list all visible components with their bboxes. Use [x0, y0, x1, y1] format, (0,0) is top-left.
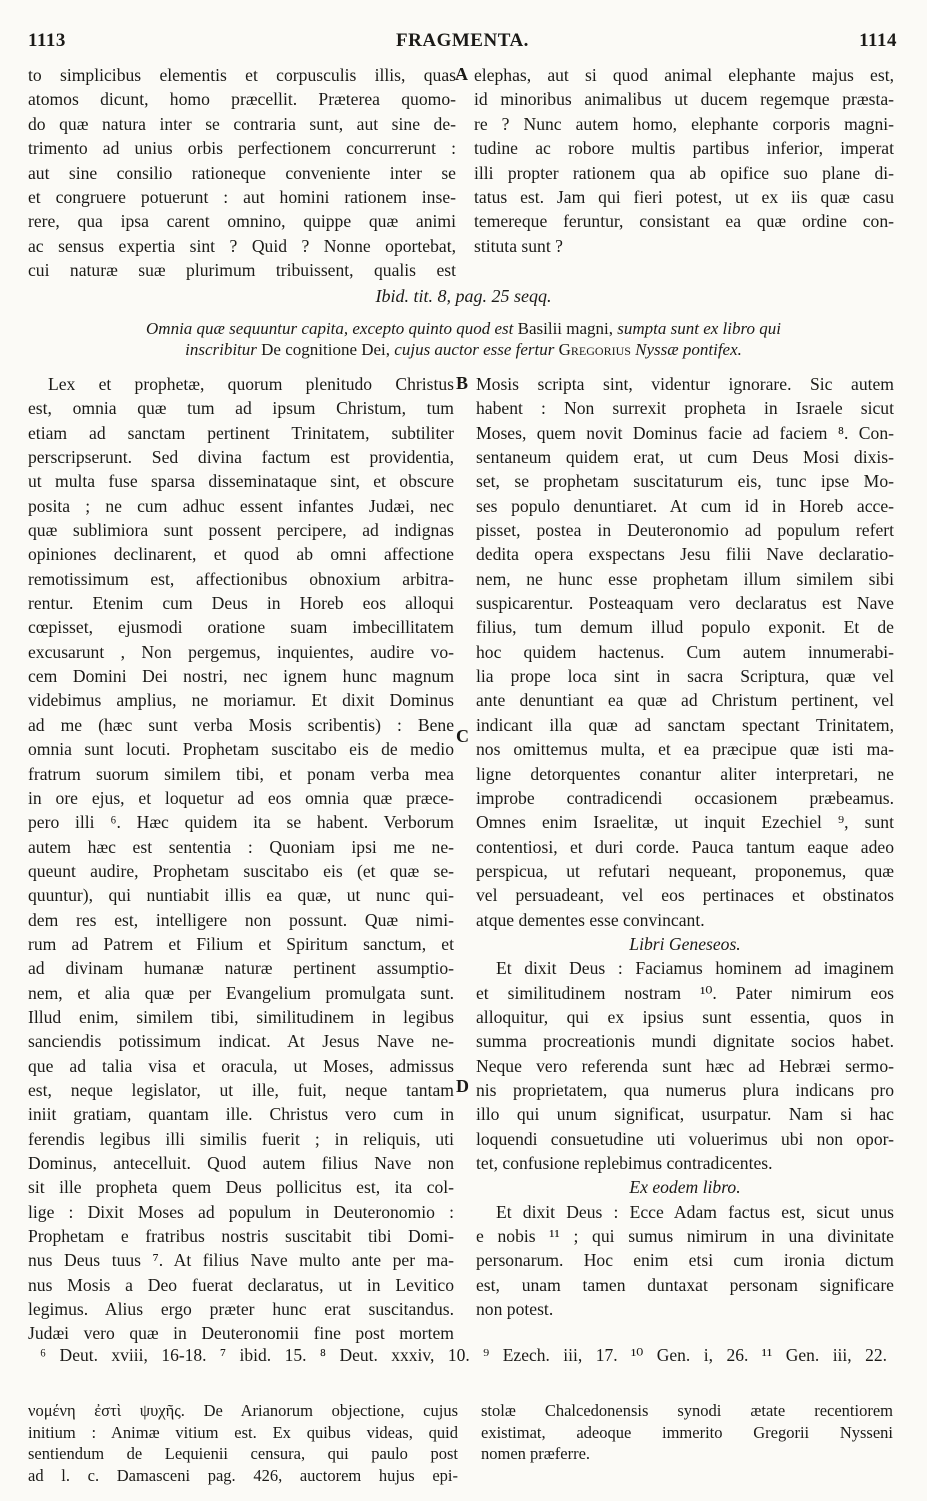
main-right-line: est, unam tamen duntaxat personam significare	[476, 1274, 894, 1295]
main-right-column	[476, 372, 894, 1321]
main-left-line: dem res est, intelligere non possunt. Quæ nimi-	[28, 909, 454, 930]
main-left-line: opiniones declinarent, et quod ab omni affectione	[28, 544, 454, 565]
main-right-line: Mosis scripta sint, videntur ignorare. Sic autem	[476, 374, 894, 394]
bottom-right-line: nomen præferre.	[481, 1444, 591, 1463]
margin-marker-b: B	[456, 373, 469, 393]
main-left-line: excusarunt , Non pergemus, inquientes, audire vo-	[28, 641, 454, 662]
main-right-line: nis proprietatem, qua numerus plura indicans pro	[476, 1079, 894, 1100]
section-intro	[70, 318, 857, 360]
bottom-right-line: existimat, adeoque immerito Gregorii Nysseni	[481, 1422, 893, 1442]
bottom-left-line: νομένη ἐστὶ ψυχῆς. De Arianorum objectione, cujus	[28, 1401, 458, 1420]
main-right-line: Et dixit Deus : Faciamus hominem ad imaginem	[496, 958, 894, 979]
top-left-line: to simplicibus elementis et corpusculis illis, quas	[28, 65, 456, 85]
top-right-line: stituta sunt ?	[474, 235, 563, 256]
main-left-line: omnia sunt locuti. Prophetam suscitabo eis de medio	[28, 739, 454, 760]
main-right-line: Neque vero referenda sunt hæc ad Hebræi sermo-	[476, 1055, 894, 1076]
main-left-line: legimus. Alius ergo præter hunc erat suscitandus.	[28, 1299, 454, 1320]
top-left-line: ac sensus expertia sint ? Quid ? Nonne oportebat,	[28, 235, 456, 256]
bottom-left-line: initium : Animæ vitium est. Ex quibus videas, quid	[28, 1422, 458, 1442]
main-left-line: Prophetam e fratribus nostris suscitabit tibi Domi-	[28, 1226, 454, 1247]
top-left-line: atomos dicunt, homo præcellit. Præterea quomo-	[28, 89, 456, 110]
main-left-line: cœpisset, ejusmodi oratione suam imbecillitatem	[28, 617, 454, 638]
top-left-line: et congruere potuerunt : aut homini rationem inse-	[28, 186, 456, 207]
main-right-line: dedita opera exspectans Jesu filii Nave declaratio-	[476, 544, 894, 565]
main-right-line: sentaneum quidem erat, ut cum Deus Mosi dixis-	[476, 447, 894, 468]
main-right-line: ante denuntiant ea quæ ad Christum pertinent, vel	[476, 690, 894, 711]
top-left-line: trimento ad unius orbis perfectionem concurrerunt :	[28, 138, 456, 159]
main-left-line: in ore ejus, et loquetur ad eos omnia quæ præce-	[28, 787, 454, 808]
bottom-right-line: stolæ Chalcedonensis synodi ætate recentiorem	[481, 1401, 893, 1420]
main-right-line: tet, confusione replebimus contradicentes.	[476, 1153, 773, 1173]
top-right-column	[474, 63, 894, 258]
main-right-line: alloquitur, qui ex ipsius sunt essentia, quos in	[476, 1006, 894, 1027]
intro-part-2: Basilii magni,	[517, 319, 614, 338]
main-right-line: pisset, postea in Deuteronomio ad populum refert	[476, 520, 894, 541]
main-right-line: suspicarentur. Posteaquam vero declaratus est Nave	[476, 593, 894, 614]
main-right-line: nem, ne hunc esse prophetam illum similem sibi	[476, 568, 894, 589]
main-left-line: Lex et prophetæ, quorum plenitudo Christus	[48, 374, 454, 394]
main-right-line: illo qui unum significat, usurpatur. Nam si hac	[476, 1104, 894, 1125]
intro-part-5: De cognitione Dei,	[261, 340, 391, 359]
bottom-left-column	[28, 1400, 458, 1486]
bottom-right-column	[481, 1400, 893, 1465]
source-reference: Ibid. tit. 8, pag. 25 seqq.	[375, 286, 552, 306]
top-right-line: id minoribus animalibus ut ducem regemque præsta-	[474, 89, 894, 110]
main-right-line: indicant illa quæ ad sanctam spectant Trinitatem,	[476, 714, 894, 735]
main-left-line: sanciendis potissimum indicat. At Jesus Nave ne-	[28, 1031, 454, 1052]
page-number-right: 1114	[859, 30, 897, 51]
main-left-line: remotissimum est, affectionibus obnoxium arbitra-	[28, 568, 454, 589]
main-left-line: cem Domini Dei nostri, nec ignem hunc magnum	[28, 666, 454, 687]
top-left-line: rere, qua ipsa carent omnino, quippe quæ animi	[28, 211, 456, 232]
main-left-line: ut multa fuse sparsa disseminataque sint, et obscure	[28, 471, 454, 492]
main-left-line: rentur. Etenim cum Deus in Horeb eos alloqui	[28, 593, 454, 614]
main-right-line: contentiosi, et duri corde. Pauca tantum eaque adeo	[476, 836, 894, 857]
main-right-line: nos omittemus multa, et ea præcipue quæ isti ma-	[476, 739, 894, 760]
margin-marker-c: C	[456, 726, 469, 746]
main-right-line: habent : Non surrexit propheta in Israele sicut	[476, 398, 894, 419]
main-right-line: Libri Geneseos.	[629, 933, 741, 954]
top-right-line: tudine ac robore multis partibus inferior, imperat	[474, 138, 894, 159]
main-left-line: Illud enim, similem tibi, similitudinem in legibus	[28, 1006, 454, 1027]
top-left-column	[28, 63, 456, 283]
main-left-line: pero illi ⁶. Hæc quidem ita se habent. Verborum	[28, 812, 454, 833]
main-right-line: perspicua, ut refutari nequeant, proponemus, quæ	[476, 860, 894, 881]
main-left-line: ad me (hæc sunt verba Mosis scribentis) : Bene	[28, 714, 454, 735]
margin-marker-d: D	[456, 1076, 469, 1096]
main-right-line: e nobis ¹¹ ; qui sumus nimirum in una divinitate	[476, 1226, 894, 1247]
running-header	[28, 30, 897, 54]
top-right-line: re ? Nunc autem homo, elephante corporis magni-	[474, 113, 894, 134]
main-left-line: sit ille propheta quem Deus pollicitus est, ita col-	[28, 1177, 454, 1198]
top-left-line: cui naturæ suæ plurimum tribuissent, qualis est	[28, 260, 456, 281]
main-left-line: posita ; ne cum adhuc essent infantes Judæi, nec	[28, 495, 454, 516]
main-right-line: et similitudinem nostram ¹⁰. Pater nimirum eos	[476, 982, 894, 1003]
main-right-line: atque dementes esse convincant.	[476, 909, 705, 930]
margin-marker-a: A	[455, 64, 468, 84]
main-right-line: hoc quidem hactenus. Cum autem innumerabi-	[476, 641, 894, 662]
main-left-line: iniit gratiam, quantam ille. Christus vero cum in	[28, 1104, 454, 1125]
main-right-line: lia prope loca sint in sacra Scriptura, quæ vel	[476, 666, 894, 687]
main-left-line: que ad talia visa et oracula, ut Moses, admissus	[28, 1055, 454, 1076]
main-left-line: videbimus amplius, ne moriamur. Et dixit Dominus	[28, 690, 454, 711]
main-left-line: nus Mosis a Deo fuerat declaratus, ut in Levitico	[28, 1274, 454, 1295]
running-title: FRAGMENTA.	[396, 30, 529, 51]
intro-part-1: Omnia quæ sequuntur capita, excepto quinto quod est	[146, 319, 514, 338]
top-right-line: elephas, aut si quod animal elephante majus est,	[474, 65, 894, 85]
main-right-line: personarum. Hoc enim etsi cum ironia dictum	[476, 1250, 894, 1271]
top-left-line: aut sine consilio rationeque conveniente inter se	[28, 162, 456, 183]
main-right-line: set, se prophetam suscitaturum eis, tunc ipse Mo-	[476, 471, 894, 492]
main-left-line: Judæi vero quæ in Deuteronomii fine post mortem	[28, 1323, 454, 1344]
intro-part-3: sumpta sunt ex libro qui	[617, 319, 781, 338]
main-right-line: improbe contradicendi occasionem præbeamus.	[476, 787, 894, 808]
intro-part-4: inscribitur	[185, 340, 257, 359]
top-right-line: temereque feruntur, consistant ea quæ ordine con-	[474, 211, 894, 232]
intro-part-8: Nyssæ pontifex.	[635, 340, 742, 359]
page-number-left: 1113	[28, 30, 66, 51]
main-right-line: ligne detorquentes conantur aliter interpretari, ne	[476, 763, 894, 784]
main-right-line: Et dixit Deus : Ecce Adam factus est, sicut unus	[496, 1201, 894, 1222]
main-right-line: ses populo denuntiaret. At cum id in Horeb acce-	[476, 495, 894, 516]
intro-part-6: cujus auctor esse fertur	[394, 340, 555, 359]
main-left-line: quæ sublimiora sunt possent percipere, ad indignas	[28, 520, 454, 541]
main-right-line: Omnes enim Israelitæ, ut inquit Ezechiel ⁹, sunt	[476, 812, 894, 833]
main-left-line: ad divinam humanæ naturæ pertinent assumptio-	[28, 958, 454, 979]
main-right-line: non potest.	[476, 1299, 554, 1320]
top-right-line: tatus est. Jam qui fieri potest, ut ex iis quæ casu	[474, 186, 894, 207]
main-left-line: autem hæc est sententia : Quoniam ipsi me ne-	[28, 836, 454, 857]
main-left-line: est, neque legislator, ut ille, fuit, neque tantam	[28, 1079, 454, 1100]
main-right-line: filius, tum demum illud populo exponit. Et de	[476, 617, 894, 638]
main-left-line: rum ad Patrem et Filium et Spiritum sanctum, et	[28, 933, 454, 954]
main-left-line: Dominus, antecelluit. Quod autem filius Nave non	[28, 1153, 454, 1173]
main-left-column	[28, 372, 454, 1346]
main-left-line: nem, et alia quæ per Evangelium promulgata sunt.	[28, 982, 454, 1003]
main-left-line: queunt audire, Prophetam suscitabo eis (et quæ se-	[28, 860, 454, 881]
main-right-line: vel persuadeant, vel eos pertinaces et obstinatos	[476, 885, 894, 906]
main-left-line: fratrum suorum similem tibi, et ponam verba mea	[28, 763, 454, 784]
footnotes: ⁶ Deut. xviii, 16-18. ⁷ ibid. 15. ⁸ Deut. xxxiv, 10. ⁹ Ezech. iii, 17. ¹⁰ Gen. i, 26. ¹¹ Gen. iii, 22.	[40, 1345, 887, 1365]
main-left-line: est, omnia quæ tum ad ipsum Christum, tum	[28, 398, 454, 419]
main-left-line: nus Deus tuus ⁷. At filius Nave multo ante per ma-	[28, 1250, 454, 1271]
main-right-line: loquendi consuetudine uti voluerimus ubi non opor-	[476, 1128, 894, 1149]
bottom-left-line: sentiendum de Lequienii censura, qui paulo post	[28, 1444, 458, 1463]
main-right-line: Ex eodem libro.	[629, 1177, 741, 1198]
main-left-line: perscripserunt. Sed divina factum est providentia,	[28, 447, 454, 468]
main-right-line: summa procreationis mundi dignitate socios habet.	[476, 1031, 894, 1052]
main-left-line: ferendis legibus illi similis fuerit ; in reliquis, uti	[28, 1128, 454, 1149]
top-right-line: illi propter rationem qua ab opifice suo plane di-	[474, 162, 894, 183]
main-left-line: etiam ad sanctam pertinent Trinitatem, subtiliter	[28, 422, 454, 443]
main-left-line: lige : Dixit Moses ad populum in Deuteronomio :	[28, 1201, 454, 1222]
main-right-line: Moses, quem novit Dominus facie ad faciem ⁸. Con-	[476, 422, 894, 443]
top-left-line: do quæ natura inter se contraria sunt, aut sine de-	[28, 113, 456, 134]
bottom-left-line: ad l. c. Damasceni pag. 426, auctorem hujus epi-	[28, 1465, 458, 1485]
main-left-line: quuntur), qui nuntiabit illis ea quæ, ut nunc qui-	[28, 885, 454, 906]
intro-part-7: Gregorius	[558, 340, 631, 359]
